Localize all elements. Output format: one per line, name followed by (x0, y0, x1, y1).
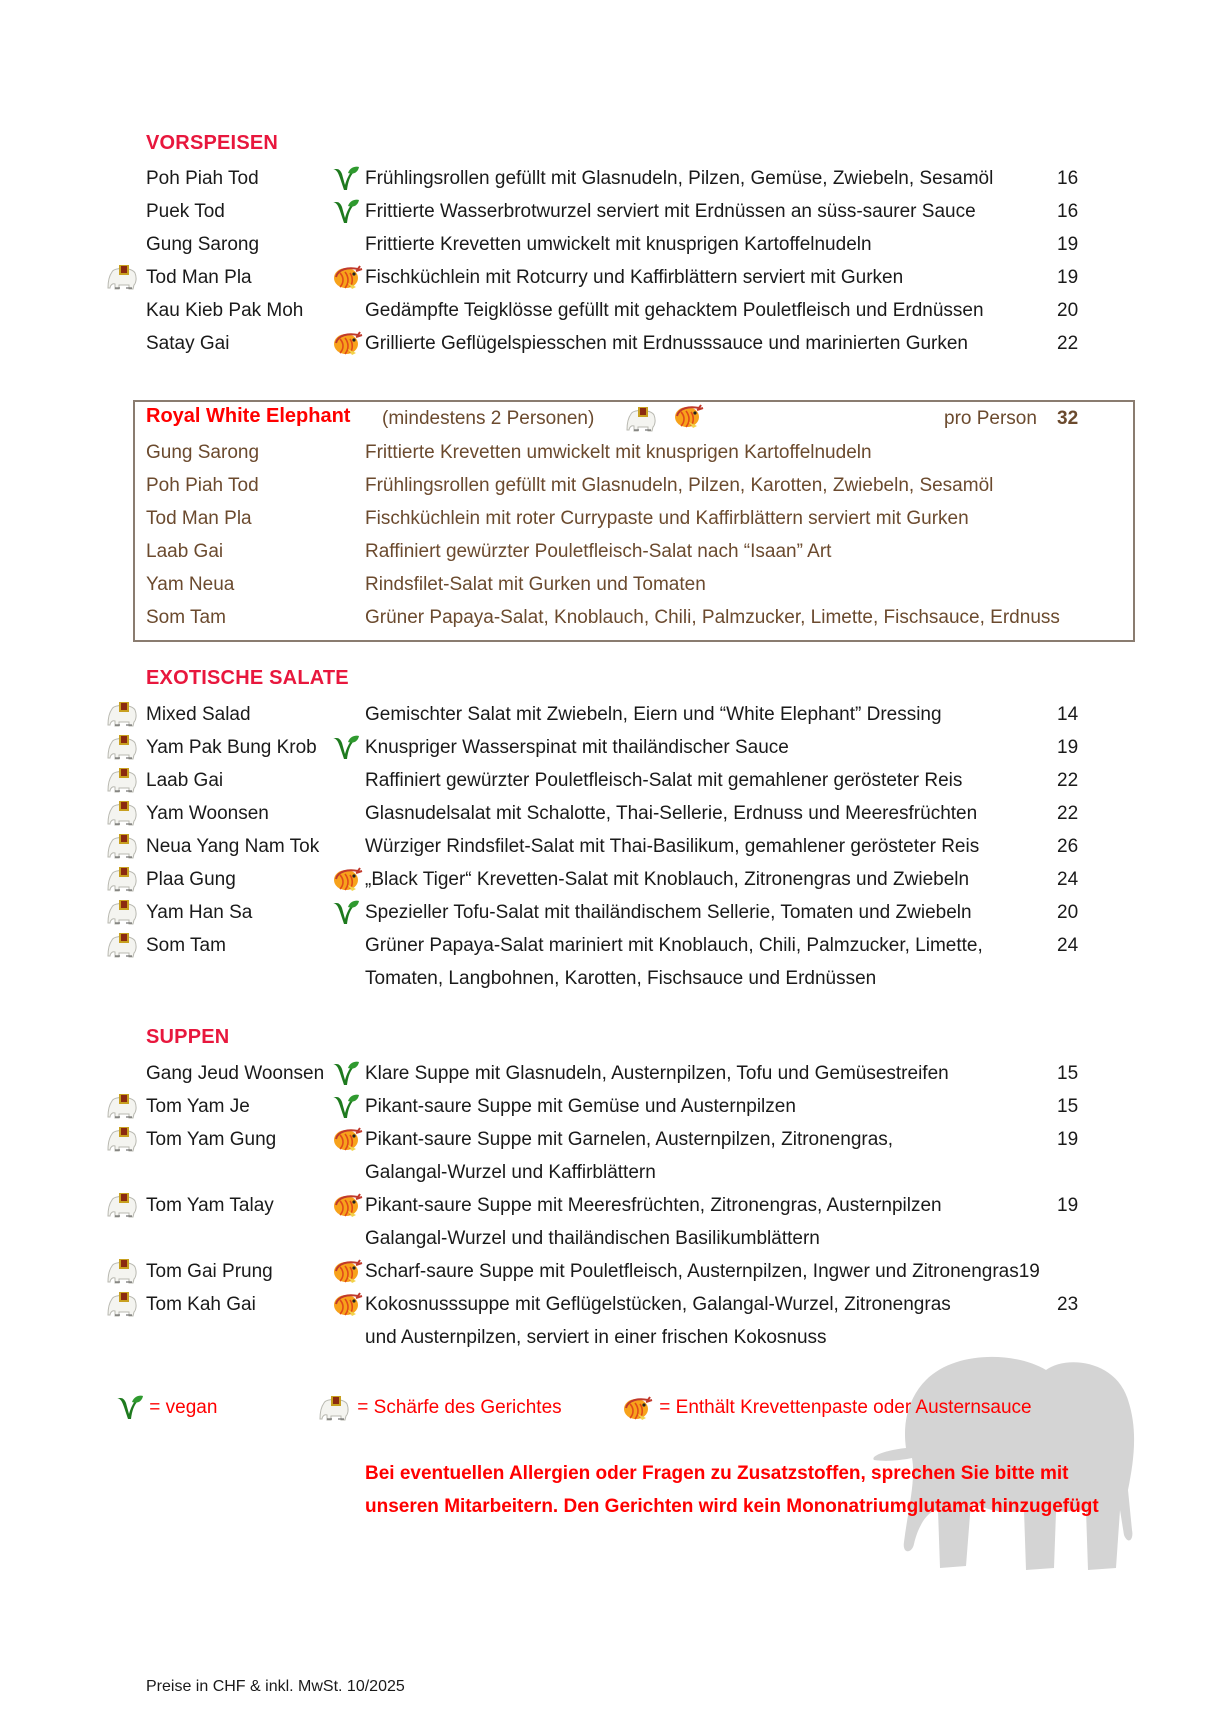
vegan-icon (330, 898, 364, 928)
royal-per-person-label: pro Person (944, 408, 1037, 429)
menu-item (0, 1255, 1222, 1288)
item-description: Frühlingsrollen gefüllt mit Glasnudeln, Pilzen, Gemüse, Zwiebeln, Sesamöl (365, 168, 994, 189)
item-price: 24 (1057, 869, 1079, 890)
spicy-elephant-icon (106, 734, 140, 760)
item-description-continued: und Austernpilzen, serviert in einer frischen Kokosnuss (365, 1327, 827, 1348)
section-heading-suppen: SUPPEN (146, 1026, 230, 1048)
spicy-elephant-icon (106, 767, 140, 793)
item-price: 19 (1057, 1129, 1079, 1150)
item-name: Tom Yam Gung (146, 1129, 277, 1150)
item-description: Scharf-saure Suppe mit Pouletfleisch, Austernpilzen, Ingwer und Zitronengras19 (365, 1261, 1040, 1282)
item-name: Poh Piah Tod (146, 168, 259, 189)
menu-item (0, 764, 1222, 797)
spicy-elephant-icon (106, 1291, 140, 1317)
spicy-elephant-icon (106, 264, 140, 290)
item-price: 19 (1057, 267, 1079, 288)
menu-item (0, 1189, 1222, 1249)
menu-item (0, 436, 1222, 469)
item-name: Som Tam (146, 935, 226, 956)
menu-item (0, 294, 1222, 327)
item-name: Yam Han Sa (146, 902, 253, 923)
menu-item (0, 830, 1222, 863)
item-description: Grüner Papaya-Salat, Knoblauch, Chili, Palmzucker, Limette, Fischsauce, Erdnuss (365, 607, 1060, 628)
item-price: 16 (1057, 201, 1079, 222)
item-description: Raffiniert gewürzter Pouletfleisch-Salat nach “Isaan” Art (365, 541, 832, 562)
menu-item (0, 535, 1222, 568)
price-footer: Preise in CHF & inkl. MwSt. 10/2025 (146, 1678, 405, 1695)
item-description: Gemischter Salat mit Zwiebeln, Eiern und “White Elephant” Dressing (365, 704, 942, 725)
menu-item (0, 896, 1222, 929)
legend-spicy-label: = Schärfe des Gerichtes (357, 1397, 562, 1418)
legend-vegan (114, 1393, 217, 1423)
item-price: 14 (1057, 704, 1079, 725)
shrimp-icon (330, 1191, 364, 1221)
item-description: Fischküchlein mit roter Currypaste und Kaffirblättern serviert mit Gurken (365, 508, 969, 529)
vegan-icon (330, 197, 364, 227)
item-description: Gedämpfte Teigklösse gefüllt mit gehacktem Pouletfleisch und Erdnüssen (365, 300, 984, 321)
item-name: Neua Yang Nam Tok (146, 836, 320, 857)
royal-price: 32 (1057, 408, 1079, 429)
item-description: Würziger Rindsfilet-Salat mit Thai-Basilikum, gemahlener gerösteter Reis (365, 836, 980, 857)
item-description: Grillierte Geflügelspiesschen mit Erdnusssauce und marinierten Gurken (365, 333, 968, 354)
menu-item (0, 1057, 1222, 1090)
item-description: Frittierte Krevetten umwickelt mit knusprigen Kartoffelnudeln (365, 234, 872, 255)
item-name: Yam Woonsen (146, 803, 269, 824)
item-description: „Black Tiger“ Krevetten-Salat mit Knoblauch, Zitronengras und Zwiebeln (365, 869, 970, 890)
spicy-elephant-icon (106, 899, 140, 925)
item-price: 20 (1057, 902, 1079, 923)
spicy-elephant-icon (106, 866, 140, 892)
legend-spicy (318, 1393, 562, 1423)
section-heading-vorspeisen: VORSPEISEN (146, 132, 279, 154)
item-description: Frühlingsrollen gefüllt mit Glasnudeln, Pilzen, Karotten, Zwiebeln, Sesamöl (365, 475, 994, 496)
item-description-continued: Tomaten, Langbohnen, Karotten, Fischsauce und Erdnüssen (365, 968, 877, 989)
menu-item (0, 195, 1222, 228)
item-price: 19 (1057, 1195, 1079, 1216)
item-name: Tom Yam Je (146, 1096, 250, 1117)
item-description: Rindsfilet-Salat mit Gurken und Tomaten (365, 574, 706, 595)
shrimp-icon (330, 1257, 364, 1287)
royal-icons (625, 402, 715, 436)
item-name: Som Tam (146, 607, 226, 628)
shrimp-icon (330, 1290, 364, 1320)
menu-item (0, 731, 1222, 764)
item-description: Kokosnusssuppe mit Geflügelstücken, Galangal-Wurzel, Zitronengras (365, 1294, 951, 1315)
item-description: Pikant-saure Suppe mit Gemüse und Austernpilzen (365, 1096, 796, 1117)
item-name: Puek Tod (146, 201, 225, 222)
menu-item (0, 502, 1222, 535)
item-description: Fischküchlein mit Rotcurry und Kaffirblättern serviert mit Gurken (365, 267, 904, 288)
item-description: Knuspriger Wasserspinat mit thailändischer Sauce (365, 737, 789, 758)
menu-item (0, 261, 1222, 294)
legend-vegan-label: = vegan (149, 1397, 218, 1419)
vegan-icon (114, 1397, 144, 1418)
item-description: Klare Suppe mit Glasnudeln, Austernpilzen, Tofu und Gemüsestreifen (365, 1063, 949, 1084)
allergy-notice: Bei eventuellen Allergien oder Fragen zu Zusatzstoffen, sprechen Sie bitte mit unseren Mitarbeitern. Den Gerichten wird kein Mononatriumglutamat hinzugefügt (365, 1463, 1099, 1517)
section-heading-salate: EXOTISCHE SALATE (146, 667, 349, 689)
item-description-continued: Galangal-Wurzel und thailändischen Basilikumblättern (365, 1228, 820, 1249)
spicy-elephant-icon (106, 932, 140, 958)
vegan-icon (330, 1059, 364, 1089)
item-name: Yam Neua (146, 574, 235, 595)
item-name: Poh Piah Tod (146, 475, 259, 496)
spicy-elephant-icon (106, 1192, 140, 1218)
item-name: Yam Pak Bung Krob (146, 737, 317, 758)
shrimp-icon (330, 329, 364, 359)
menu-item (0, 698, 1222, 731)
menu-item (0, 929, 1222, 989)
royal-subtitle: (mindestens 2 Personen) (382, 408, 595, 429)
menu-item (0, 228, 1222, 261)
menu-item (0, 568, 1222, 601)
vegan-icon (330, 164, 364, 194)
menu-item (0, 601, 1222, 634)
item-price: 19 (1057, 737, 1079, 758)
item-name: Tom Yam Talay (146, 1195, 274, 1216)
shrimp-icon (671, 402, 705, 435)
menu-item (0, 1123, 1222, 1183)
legend-shrimp-label: = Enthält Krevettenpaste oder Austernsauce (659, 1397, 1032, 1418)
vegan-icon (330, 1092, 364, 1122)
vegan-icon (330, 733, 364, 763)
item-name: Satay Gai (146, 333, 230, 354)
spicy-elephant-icon (318, 1397, 352, 1418)
item-price: 26 (1057, 836, 1079, 857)
shrimp-icon (620, 1397, 654, 1418)
legend-shrimp (620, 1393, 1032, 1423)
spicy-elephant-icon (106, 1093, 140, 1119)
item-name: Gung Sarong (146, 442, 260, 463)
item-price: 22 (1057, 803, 1079, 824)
item-name: Kau Kieb Pak Moh (146, 300, 304, 321)
item-price: 22 (1057, 333, 1079, 354)
spicy-elephant-icon (106, 1258, 140, 1284)
item-name: Gang Jeud Woonsen (146, 1063, 325, 1084)
item-name: Tom Kah Gai (146, 1294, 256, 1315)
item-name: Plaa Gung (146, 869, 236, 890)
menu-item (0, 1090, 1222, 1123)
item-description: Frittierte Krevetten umwickelt mit knusprigen Kartoffelnudeln (365, 442, 872, 463)
item-description: Pikant-saure Suppe mit Meeresfrüchten, Zitronengras, Austernpilzen (365, 1195, 942, 1216)
item-price: 24 (1057, 935, 1079, 956)
item-description: Grüner Papaya-Salat mariniert mit Knoblauch, Chili, Palmzucker, Limette, (365, 935, 983, 956)
item-description-continued: Galangal-Wurzel und Kaffirblättern (365, 1162, 656, 1183)
item-price: 16 (1057, 168, 1079, 189)
item-name: Laab Gai (146, 770, 224, 791)
spicy-elephant-icon (106, 833, 140, 859)
item-description: Raffiniert gewürzter Pouletfleisch-Salat mit gemahlener gerösteter Reis (365, 770, 963, 791)
item-description: Spezieller Tofu-Salat mit thailändischem Sellerie, Tomaten und Zwiebeln (365, 902, 972, 923)
spicy-elephant-icon (106, 701, 140, 727)
item-price: 23 (1057, 1294, 1079, 1315)
item-name: Gung Sarong (146, 234, 260, 255)
item-description: Glasnudelsalat mit Schalotte, Thai-Sellerie, Erdnuss und Meeresfrüchten (365, 803, 978, 824)
item-price: 20 (1057, 300, 1079, 321)
item-description: Frittierte Wasserbrotwurzel serviert mit Erdnüssen an süss-saurer Sauce (365, 201, 976, 222)
menu-item (0, 797, 1222, 830)
royal-title: Royal White Elephant (146, 405, 351, 427)
item-price: 15 (1057, 1096, 1079, 1117)
shrimp-icon (330, 865, 364, 895)
item-price: 22 (1057, 770, 1079, 791)
shrimp-icon (330, 1125, 364, 1155)
spicy-elephant-icon (106, 800, 140, 826)
item-description: Pikant-saure Suppe mit Garnelen, Austernpilzen, Zitronengras, (365, 1129, 894, 1150)
item-name: Tod Man Pla (146, 508, 252, 529)
item-name: Tod Man Pla (146, 267, 252, 288)
menu-item (0, 327, 1222, 360)
item-price: 19 (1057, 234, 1079, 255)
menu-item (0, 162, 1222, 195)
spicy-elephant-icon (625, 406, 659, 437)
item-name: Tom Gai Prung (146, 1261, 273, 1282)
menu-item (0, 863, 1222, 896)
item-name: Laab Gai (146, 541, 224, 562)
item-price: 15 (1057, 1063, 1079, 1084)
menu-item (0, 469, 1222, 502)
menu-item (0, 1288, 1222, 1348)
item-name: Mixed Salad (146, 704, 251, 725)
spicy-elephant-icon (106, 1126, 140, 1152)
shrimp-icon (330, 263, 364, 293)
